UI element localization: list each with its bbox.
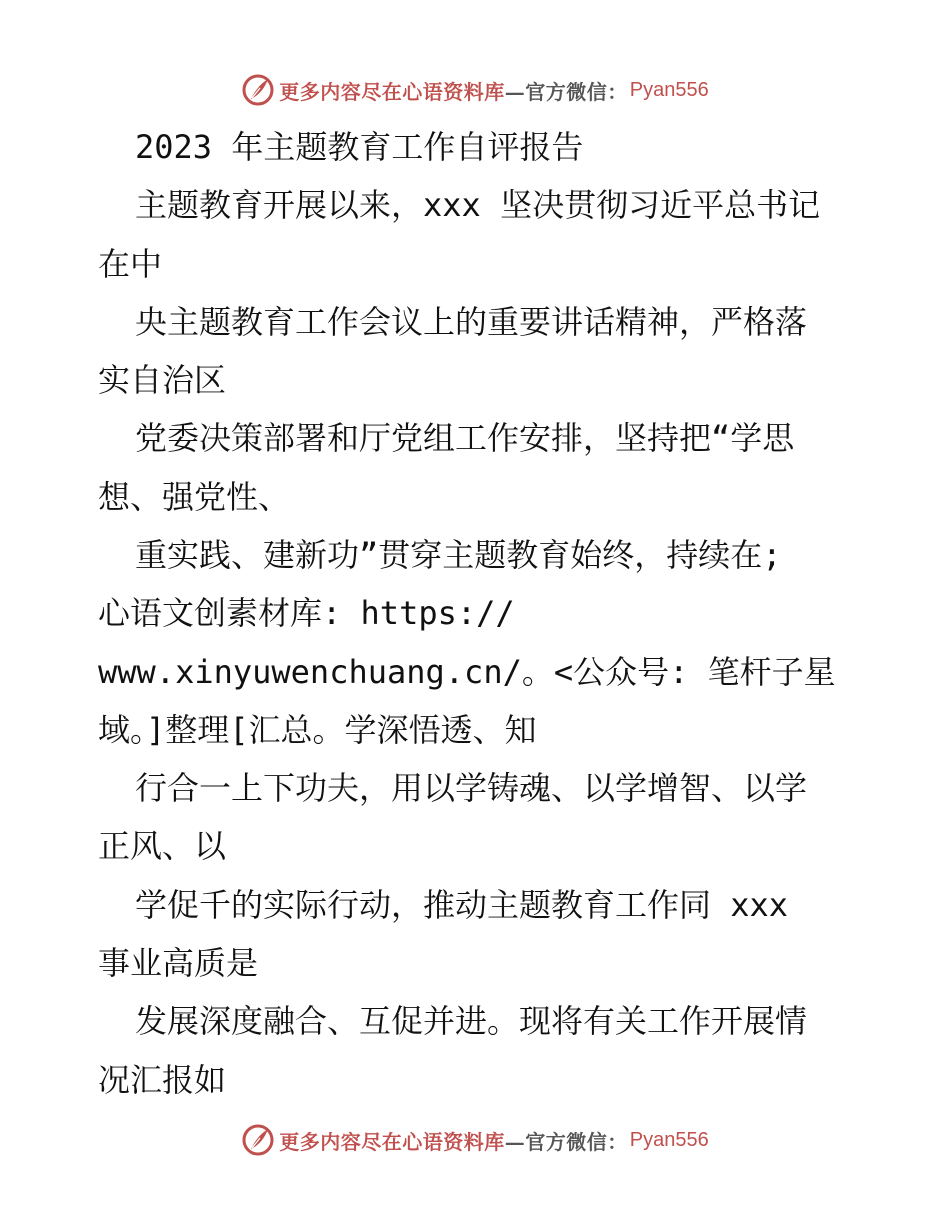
banner-wechat-id: Pyan556 xyxy=(629,78,709,101)
banner-main-text: 更多内容尽在心语资料库 xyxy=(279,1129,505,1154)
doc-line: 事业高质是 xyxy=(98,944,259,982)
banner-main-text: 更多内容尽在心语资料库 xyxy=(279,79,505,104)
doc-line: 正风、以 xyxy=(98,827,227,865)
doc-line: 域。]整理[汇总。学深悟透、知 xyxy=(98,711,537,749)
banner-separator-text: —官方微信： xyxy=(504,1129,628,1154)
doc-line: 主题教育开展以来，xxx 坚决贯彻习近平总书记 xyxy=(135,186,821,224)
doc-title: 2023 年主题教育工作自评报告 xyxy=(135,128,584,166)
doc-line: 心语文创素材库: https:// xyxy=(98,594,515,632)
quill-circle-logo-icon xyxy=(241,73,275,107)
banner-separator-text: —官方微信： xyxy=(504,79,628,104)
doc-line: 实自治区 xyxy=(98,361,227,399)
doc-line: 想、强党性、 xyxy=(98,478,291,516)
doc-line: 发展深度融合、互促并进。现将有关工作开展情 xyxy=(135,1002,808,1040)
doc-line: 重实践、建新功”贯穿主题教育始终，持续在; xyxy=(135,536,782,574)
doc-line: 央主题教育工作会议上的重要讲话精神，严格落 xyxy=(135,303,808,341)
doc-line: 在中 xyxy=(98,245,163,283)
header-watermark xyxy=(0,70,950,110)
doc-line: 况汇报如 xyxy=(98,1061,227,1099)
quill-circle-logo-icon xyxy=(241,1123,275,1157)
footer-watermark xyxy=(0,1120,950,1160)
banner-wechat-id: Pyan556 xyxy=(629,1128,709,1151)
doc-line: 学促千的实际行动，推动主题教育工作同 xxx xyxy=(135,886,789,924)
doc-line: 党委决策部署和厅党组工作安排，坚持把“学思 xyxy=(135,419,795,457)
doc-line: 行合一上下功夫，用以学铸魂、以学增智、以学 xyxy=(135,769,808,807)
doc-line: www.xinyuwenchuang.cn/。<公众号: 笔杆子星 xyxy=(98,653,836,691)
